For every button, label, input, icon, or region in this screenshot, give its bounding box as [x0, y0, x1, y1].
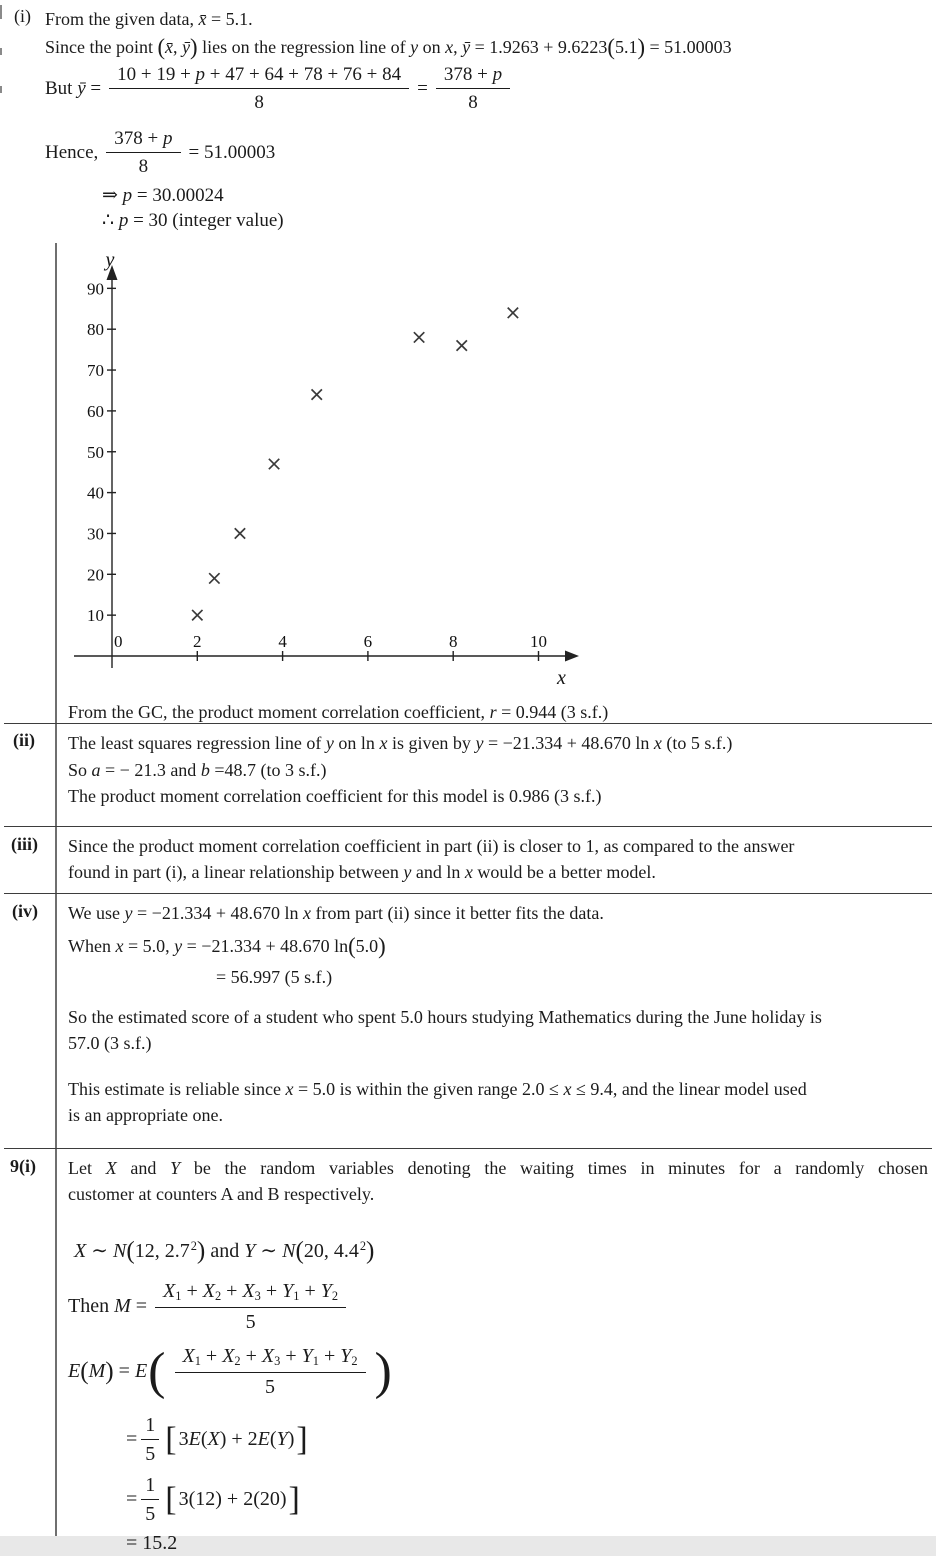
part-i-label: (i) [14, 6, 31, 26]
fraction-numerator: 378 + p [106, 128, 180, 153]
question-9i-label: 9(i) [10, 1156, 36, 1176]
bracket-content: 3(12) + 2(20) [178, 1488, 287, 1511]
row-separator [4, 826, 932, 827]
part-iv-para1-line1: So the estimated score of a student who spent 5.0 hours studying Mathematics during the June holiday is [68, 1007, 822, 1027]
svg-text:70: 70 [87, 361, 104, 381]
scan-artifact [0, 48, 2, 55]
fraction-denominator: 5 [265, 1376, 276, 1399]
part-iv-para2-line2: is an appropriate one. [68, 1105, 223, 1125]
question-9i-content [68, 1155, 928, 1556]
fraction-denominator: 8 [254, 92, 264, 114]
scan-artifact [0, 5, 2, 19]
q9i-distributions: X ∼ N(12, $2.7^2$) and Y ∼ N(20, $4.4^2$) [74, 1237, 375, 1265]
q9i-para-line1: Let X and Y be the random variables denoting the waiting times in minutes for a randomly chosen [68, 1158, 928, 1178]
part-iii-line1: Since the product moment correlation coefficient in part (ii) is closer to 1, as compared to the answer [68, 836, 795, 856]
fraction-denominator: 5 [245, 1311, 256, 1334]
row-separator [4, 893, 932, 894]
fraction [109, 64, 409, 114]
equation-prefix: Hence, [45, 141, 99, 163]
part-i-therefore-line: ∴ p = 30 (integer value) [102, 210, 284, 231]
part-ii-label: (ii) [13, 730, 35, 750]
part-i-hence-equation [45, 128, 275, 178]
svg-text:60: 60 [87, 401, 104, 421]
row-separator [4, 1148, 932, 1149]
svg-text:80: 80 [87, 320, 104, 340]
part-iv-line3: = 56.997 (5 s.f.) [216, 967, 333, 987]
part-iv-label: (iv) [12, 901, 38, 921]
fraction [106, 128, 180, 178]
fraction-numerator: X1 + X2 + X3 + Y1 + Y2 [155, 1280, 346, 1308]
fraction [155, 1280, 346, 1333]
fraction-denominator: 5 [145, 1443, 156, 1466]
scatter-plot [0, 240, 620, 690]
part-iv-para1-line2: 57.0 (3 s.f.) [68, 1033, 152, 1053]
fraction-numerator: 1 [141, 1474, 159, 1500]
part-iii-label: (iii) [11, 834, 38, 854]
part-ii-content [68, 729, 732, 809]
equals-sign: = [126, 1428, 138, 1451]
svg-text:90: 90 [87, 279, 104, 299]
fraction-denominator: 8 [138, 156, 149, 178]
fraction [175, 1345, 366, 1398]
equals-sign: = [417, 77, 428, 99]
part-iv-para2-line1: This estimate is reliable since x = 5.0 is within the given range 2.0 ≤ x ≤ 9.4, and the linear model used [68, 1079, 807, 1099]
svg-text:40: 40 [87, 483, 104, 503]
svg-text:y: y [105, 249, 115, 271]
part-i-line1: From the given data, x̄ = 5.1. [45, 9, 253, 29]
q9i-EM-equation: E(M) = E ( $\frac{X1 + X2 + X3 + Y1 + Y2}{5}$ ) [68, 1342, 392, 1400]
svg-text:0: 0 [114, 632, 123, 651]
svg-text:50: 50 [87, 442, 104, 462]
fraction [141, 1474, 159, 1526]
fraction-denominator: 5 [145, 1503, 156, 1526]
part-iii-line2: found in part (i), a linear relationship between y and ln x would be a better model. [68, 862, 656, 882]
part-iv-content [68, 900, 822, 1128]
fraction-numerator: 10 + 19 + p + 47 + 64 + 78 + 76 + 84 [109, 64, 409, 89]
equals-sign: = [126, 1488, 138, 1511]
fraction [436, 64, 510, 114]
svg-text:4: 4 [278, 632, 287, 651]
scan-artifact [0, 86, 2, 93]
svg-text:30: 30 [87, 524, 104, 544]
equation-prefix: But ȳ = [45, 77, 102, 99]
fraction-numerator: 1 [141, 1414, 159, 1440]
q9i-expectation-step1: = $\frac{1}{5}$ [ 3E(X) + 2E(Y) ] [126, 1413, 308, 1466]
fraction-denominator: 8 [468, 92, 478, 114]
svg-text:20: 20 [87, 565, 104, 585]
q9i-result: = 15.2 [126, 1531, 178, 1554]
part-ii-line1: The least squares regression line of y on ln x is given by y = −21.334 + 48.670 ln x (to 5 s.f.) [68, 733, 733, 753]
part-ii-line3: The product moment correlation coefficient for this model is 0.986 (3 s.f.) [68, 786, 602, 806]
q9i-para-line2: customer at counters A and B respectively. [68, 1184, 375, 1204]
svg-text:10: 10 [87, 606, 104, 626]
part-ii-line2: So a = − 21.3 and b =48.7 (to 3 s.f.) [68, 760, 327, 780]
q9i-expectation-step2: = $\frac{1}{5}$ [ 3(12) + 2(20) ] [126, 1473, 300, 1526]
part-iv-line2: When x = 5.0, y = −21.334 + 48.670 ln(5.0) [68, 933, 386, 959]
equation-prefix: Then M = [68, 1295, 148, 1318]
part-i-ybar-equation [45, 64, 518, 114]
fraction-numerator: 378 + p [436, 64, 510, 89]
part-i-line2: Since the point (x̄, ȳ) lies on the regression line of y on x, ȳ = 1.9263 + 9.6223(5.1) = 51.00003 [45, 34, 732, 60]
part-i-implies-line: ⇒ p = 30.00024 [102, 185, 224, 206]
svg-text:2: 2 [193, 632, 202, 651]
svg-text:8: 8 [448, 632, 458, 651]
svg-text:10: 10 [530, 632, 547, 651]
part-iv-line1: We use y = −21.334 + 48.670 ln x from part (ii) since it better fits the data. [68, 903, 604, 923]
fraction-numerator: X1 + X2 + X3 + Y1 + Y2 [175, 1345, 366, 1373]
equation-prefix: E(M) = E [68, 1358, 148, 1386]
bracket-content: 3E(X) + 2E(Y) [178, 1428, 295, 1451]
equation-suffix: = 51.00003 [188, 141, 276, 163]
part-i-gc-line: From the GC, the product moment correlation coefficient, r = 0.944 (3 s.f.) [68, 702, 609, 722]
svg-text:x: x [557, 667, 566, 689]
fraction [141, 1414, 159, 1466]
part-iii-content [68, 833, 794, 885]
q9i-M-definition [68, 1276, 928, 1338]
svg-text:6: 6 [363, 632, 373, 651]
